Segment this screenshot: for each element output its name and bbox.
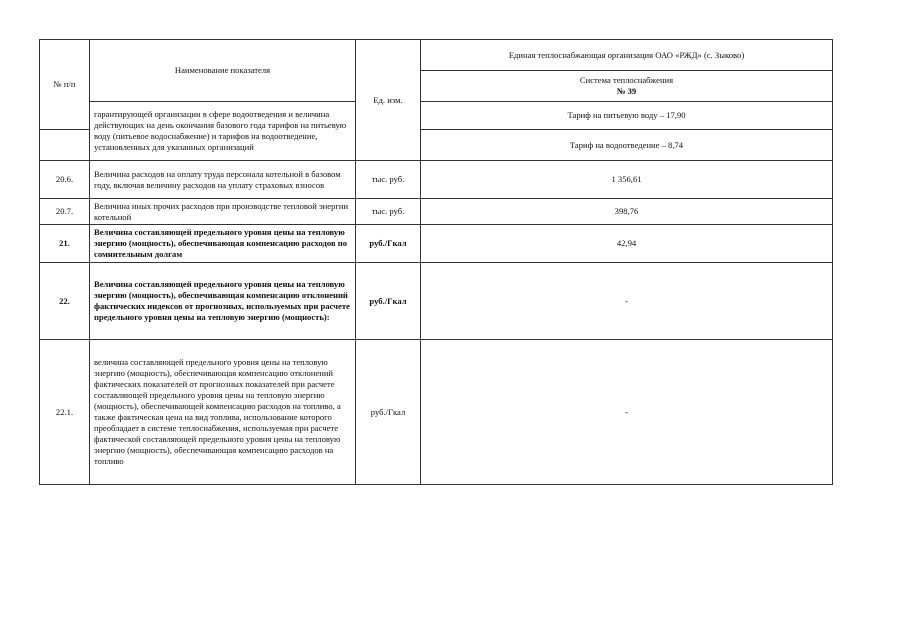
row-name: Величина иных прочих расходов при производстве тепловой энергии котельной (90, 199, 356, 225)
row-num: 22.1. (40, 340, 90, 485)
row-value: 398,76 (421, 199, 833, 225)
tariff-water-row (40, 102, 833, 130)
header-num: № п/п (40, 40, 90, 130)
row-value: - (421, 263, 833, 340)
system-label: Система теплоснабжения (579, 75, 674, 85)
row-name: величина составляющей предельного уровня цены на тепловую энергию (мощность), обеспечивающая компенсацию отклонений фактических показателей от прогнозных показателей при расчете составляющей предельного уровня цены на тепловую энергию (мощность), обеспечивающей компенсацию расходов на топливо, а также фактическая цена на вид топлива, использование которого преобладает в системе теплоснабжения, используемая при расчете фактической составляющей предельного уровня цены на тепловую энергию (мощность), обеспечивающая компенсацию расходов на топливо (90, 340, 356, 485)
row-name: Величина составляющей предельного уровня цены на тепловую энергию (мощность), обеспечивающая компенсацию расходов по сомнительным долгам (90, 225, 356, 263)
table-row (40, 340, 833, 485)
row-unit: руб./Гкал (356, 225, 421, 263)
table-row (40, 161, 833, 199)
row-num: 20.7. (40, 199, 90, 225)
continuation-name: гарантирующей организации в сфере водоотведения и величина действующих на день окончания базового года тарифов на питьевую воду (питьевое водоснабжение) и тарифов на водоотведение, установленных для указанных организаций (90, 102, 356, 161)
row-unit: тыс. руб. (356, 161, 421, 199)
continuation-num-empty (40, 130, 90, 161)
header-row (40, 40, 833, 71)
table-row (40, 199, 833, 225)
row-unit: тыс. руб. (356, 199, 421, 225)
tariff-table (39, 39, 833, 485)
table-row (40, 225, 833, 263)
header-org: Единая теплоснабжающая организация ОАО «РЖД» (с. Зыково) (421, 40, 833, 71)
row-num: 20.6. (40, 161, 90, 199)
row-num: 21. (40, 225, 90, 263)
row-unit: руб./Гкал (356, 263, 421, 340)
row-unit: руб./Гкал (356, 340, 421, 485)
table-row (40, 263, 833, 340)
system-number: № 39 (616, 86, 637, 96)
row-value: 1 356,61 (421, 161, 833, 199)
tariff-water: Тариф на питьевую воду – 17,90 (421, 102, 833, 130)
row-num: 22. (40, 263, 90, 340)
row-name: Величина расходов на оплату труда персонала котельной в базовом году, включая величину расходов на уплату страховых взносов (90, 161, 356, 199)
tariff-drain: Тариф на водоотведение – 8,74 (421, 130, 833, 161)
header-name: Наименование показателя (90, 40, 356, 102)
row-name: Величина составляющей предельного уровня цены на тепловую энергию (мощность), обеспечивающая компенсацию отклонений фактических индексов от прогнозных, используемых при расчете предельного уровня цены на тепловую энергию (мощность): (90, 263, 356, 340)
header-unit: Ед. изм. (356, 40, 421, 161)
row-value: 42,94 (421, 225, 833, 263)
system-cell (421, 71, 833, 102)
row-value: - (421, 340, 833, 485)
